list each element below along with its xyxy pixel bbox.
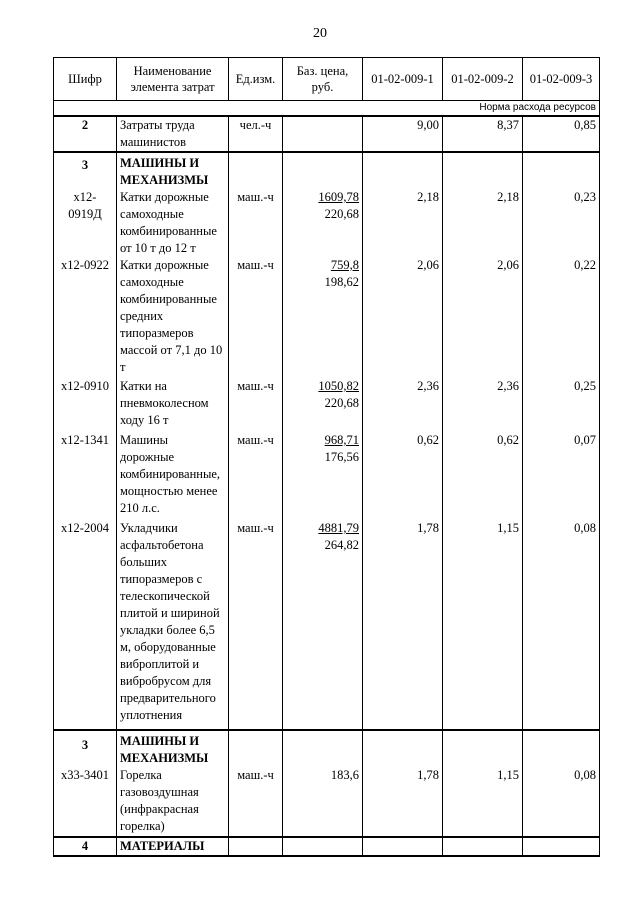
- labor-v2: 8,37: [443, 116, 523, 152]
- header-name: Наименование элемента затрат: [117, 58, 229, 101]
- row-v3: 0,08: [523, 520, 600, 730]
- header-code: Шифр: [54, 58, 117, 101]
- row-v1: 2,06: [363, 257, 443, 378]
- row-price-top: 759,8: [330, 258, 359, 272]
- page-number: 20: [313, 26, 327, 41]
- row-code: х33-3401: [54, 767, 117, 837]
- row-v3: 0,08: [523, 767, 600, 837]
- row-name: Катки дорожные самоходные комбинированные от 10 т до 12 т: [117, 189, 229, 257]
- row-name: Катки на пневмоколесном ходу 16 т: [117, 378, 229, 432]
- section-3a-row: [54, 152, 600, 189]
- section-4-num: 4: [54, 837, 117, 856]
- row-code: х12-0910: [54, 378, 117, 432]
- row-unit: маш.-ч: [229, 378, 283, 432]
- row-price-top: 1609,78: [318, 190, 359, 204]
- row-price-top: 1050,82: [318, 379, 359, 393]
- row-price-bottom: 176,56: [324, 450, 359, 464]
- row-price-bottom: 220,68: [324, 396, 359, 410]
- section-4-row: [54, 837, 600, 856]
- row-price: 183,6: [283, 767, 363, 837]
- row-v1: 0,62: [363, 432, 443, 520]
- row-price-top: 4881,79: [318, 521, 359, 535]
- row-price-bottom: 198,62: [324, 275, 359, 289]
- header-col-3: 01-02-009-3: [523, 58, 600, 101]
- row-unit: маш.-ч: [229, 767, 283, 837]
- row-name: Укладчики асфальтобетона больших типоразмеров с телескопической плитой и шириной укладки более 6,5 м, оборудованные виброплитой и вибробрусом для предварительного уплотнения: [117, 520, 229, 730]
- row-v2: 1,15: [443, 767, 523, 837]
- table-row: [54, 378, 600, 432]
- table-row: [54, 432, 600, 520]
- row-code: х12-0922: [54, 257, 117, 378]
- labor-v1: 9,00: [363, 116, 443, 152]
- section-4-title: МАТЕРИАЛЫ: [117, 837, 229, 856]
- row-code: х12-2004: [54, 520, 117, 730]
- table-header-row: [54, 58, 600, 101]
- labor-name: Затраты труда машинистов: [117, 116, 229, 152]
- row-unit: маш.-ч: [229, 432, 283, 520]
- row-v1: 1,78: [363, 520, 443, 730]
- row-v1: 2,36: [363, 378, 443, 432]
- norm-note: Норма расхода ресурсов: [54, 101, 600, 117]
- norm-note-row: [54, 101, 600, 117]
- header-col-2: 01-02-009-2: [443, 58, 523, 101]
- row-code: х12-1341: [54, 432, 117, 520]
- row-v3: 0,25: [523, 378, 600, 432]
- row-v2: 0,62: [443, 432, 523, 520]
- labor-unit: чел.-ч: [229, 116, 283, 152]
- labor-num: 2: [54, 116, 117, 152]
- section-3a-num: 3: [54, 152, 117, 189]
- row-v3: 0,23: [523, 189, 600, 257]
- table-row: [54, 767, 600, 837]
- row-price-bottom: 220,68: [324, 207, 359, 221]
- row-v1: 2,18: [363, 189, 443, 257]
- header-unit: Ед.изм.: [229, 58, 283, 101]
- row-name: Катки дорожные самоходные комбинированные средних типоразмеров массой от 7,1 до 10 т: [117, 257, 229, 378]
- row-v2: 2,06: [443, 257, 523, 378]
- header-price: Баз. цена, руб.: [283, 58, 363, 101]
- labor-row: [54, 116, 600, 152]
- row-v3: 0,07: [523, 432, 600, 520]
- row-price-bottom: 264,82: [324, 538, 359, 552]
- section-3b-num: 3: [54, 730, 117, 767]
- table-row: [54, 520, 600, 730]
- section-3a-title: МАШИНЫ И МЕХАНИЗМЫ: [117, 152, 229, 189]
- row-v2: 2,36: [443, 378, 523, 432]
- row-unit: маш.-ч: [229, 257, 283, 378]
- row-name: Машины дорожные комбинированные, мощностью менее 210 л.с.: [117, 432, 229, 520]
- header-col-1: 01-02-009-1: [363, 58, 443, 101]
- labor-v3: 0,85: [523, 116, 600, 152]
- row-v2: 1,15: [443, 520, 523, 730]
- row-price-top: 968,71: [324, 433, 359, 447]
- section-3b-title: МАШИНЫ И МЕХАНИЗМЫ: [117, 730, 229, 767]
- table-row: [54, 257, 600, 378]
- row-unit: маш.-ч: [229, 520, 283, 730]
- row-name: Горелка газовоздушная (инфракрасная горелка): [117, 767, 229, 837]
- row-code: х12-0919Д: [54, 189, 117, 257]
- row-v2: 2,18: [443, 189, 523, 257]
- section-3b-row: [54, 730, 600, 767]
- resource-norms-table: [53, 57, 600, 857]
- table-row: [54, 189, 600, 257]
- row-v1: 1,78: [363, 767, 443, 837]
- row-v3: 0,22: [523, 257, 600, 378]
- row-unit: маш.-ч: [229, 189, 283, 257]
